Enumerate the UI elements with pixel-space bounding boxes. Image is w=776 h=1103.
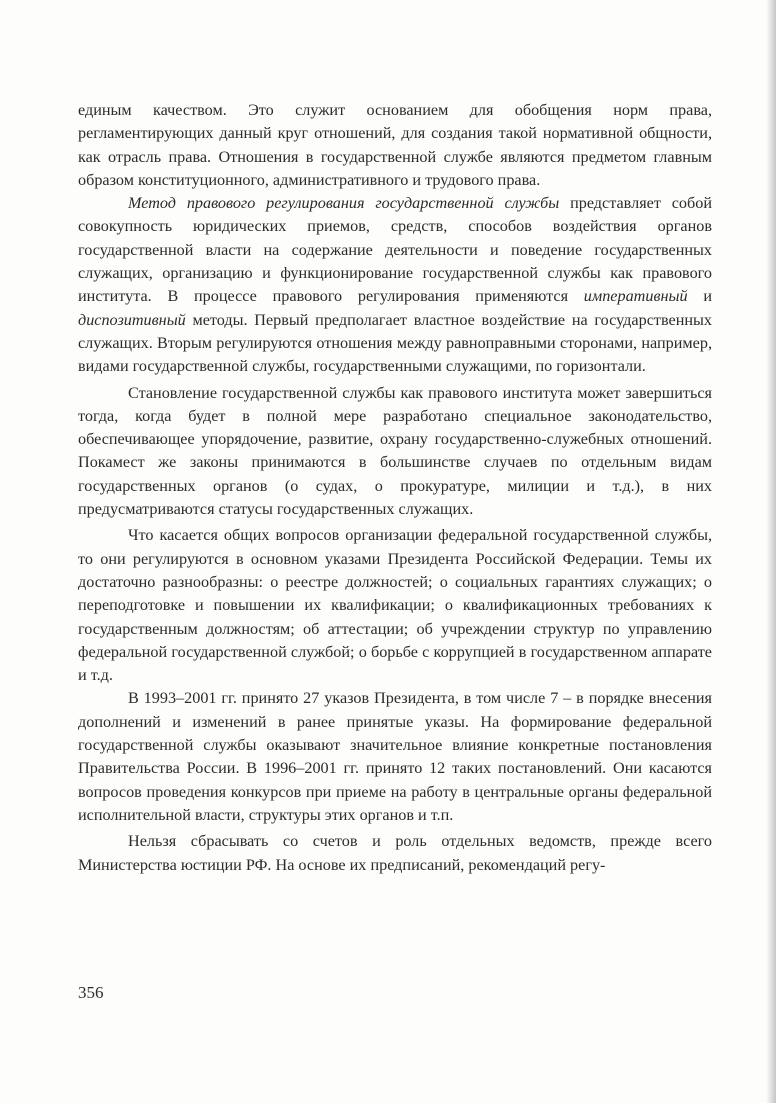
paragraph-2-text-a: представляет собой совокупность юридических приемов, средств, способов воздействия органов государственной власти на содержание деятельности и поведение государственных служащих, организацию и функционирование государственной службы как правового института. В процессе правового регулирования применяются — [78, 194, 713, 306]
paragraph-4-text: Что касается общих вопросов организации федеральной государственной службы, то они регулируются в основном указами Президента Российской Федерации. Темы их достаточно разнообразны: о реестре должностей; о социальных гарантиях служащих; о переподготовке и повышении их квалификации; о квалификационных требованиях к государственным должностям; об аттестации; об учреждении структур по управлению федеральной государственной службой; о борьбе с коррупцией в государственном аппарате и т.д. — [78, 526, 712, 685]
paragraph-5-text: В 1993–2001 гг. принято 27 указов Президента, в том числе 7 – в порядке внесения дополнений и изменений в ранее принятые указы. На формирование федеральной государственной службы оказывают значительное влияние конкретные постановления Правительства России. В 1996–2001 гг. принято 12 таких постановлений. Они касаются вопросов проведения конкурсов при приеме на работу в центральные органы федеральной исполнительной власти, структуры этих органов и т.п. — [78, 689, 712, 824]
paragraph-4 — [78, 524, 712, 687]
paragraph-3 — [78, 382, 712, 522]
paragraph-6 — [78, 830, 712, 877]
paragraph-6-text: Нельзя сбрасывать со счетов и роль отдельных ведомств, прежде всего Министерства юстиции РФ. На основе их предписаний, рекомендаций регу- — [78, 832, 712, 874]
paragraph-1 — [78, 99, 712, 192]
imperative-term: императивный — [583, 287, 688, 306]
dispositive-term: диспозитивный — [78, 310, 186, 329]
paragraph-2 — [78, 192, 712, 378]
page-edge-shadow — [766, 0, 776, 1103]
paragraph-2-text-c: методы. Первый предполагает властное воздействие на государственных служащих. Вторым регулируются отношения между равноправными сторонами, например, видами государственной службы, государственными служащими, по горизонтали. — [78, 310, 712, 376]
paragraph-3-text: Становление государственной службы как правового института может завершиться тогда, когда будет в полной мере разработано специальное законодательство, обеспечивающее упорядочение, развитие, охрану государственно-служебных отношений. Покамест же законы принимаются в большинстве случаев по отдельным видам государственных органов (о судах, о прокуратуре, милиции и т.д.), в них предусматриваются статусы государственных служащих. — [78, 383, 712, 519]
paragraph-2-text-b: и — [687, 287, 712, 306]
paragraph-5 — [78, 687, 712, 827]
method-term: Метод правового регулирования государственной службы — [128, 194, 560, 213]
page-number: 356 — [78, 983, 104, 1002]
body-text — [78, 99, 712, 877]
paragraph-1-text: единым качеством. Это служит основанием для обобщения норм права, регламентирующих данный круг отношений, для создания такой нормативной общности, как отрасль права. Отношения в государственной службе являются предметом главным образом конституционного, административного и трудового права. — [78, 101, 712, 189]
